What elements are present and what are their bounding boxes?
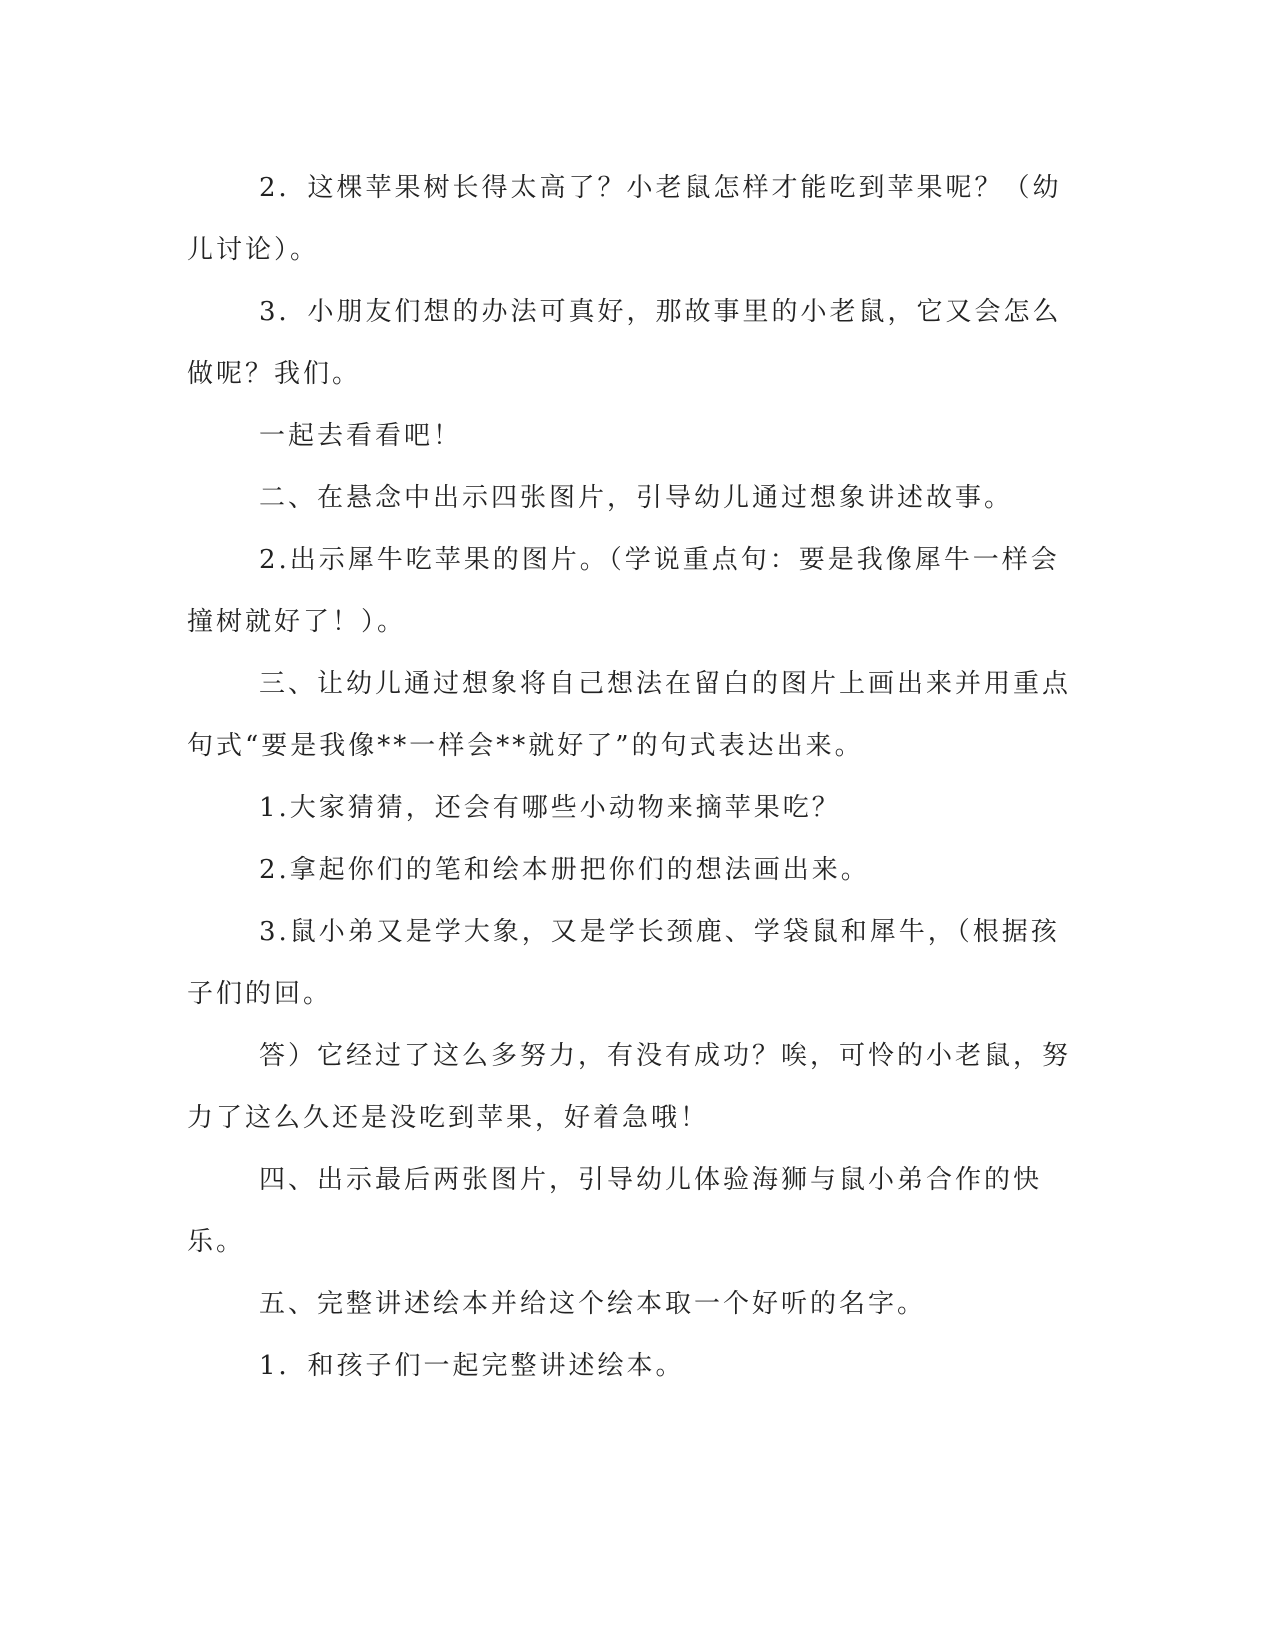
paragraph: 2.拿起你们的笔和绘本册把你们的想法画出来。 <box>259 855 870 885</box>
paragraph: 2.出示犀牛吃苹果的图片。（学说重点句：要是我像犀牛一样会撞树就好了！）。 <box>187 545 1060 637</box>
paragraph: 三、让幼儿通过想象将自己想法在留白的图片上画出来并用重点句式“要是我像**一样会**就好了”的句式表达出来。 <box>187 669 1072 761</box>
document-page <box>187 0 1087 1650</box>
paragraph: 3．小朋友们想的办法可真好，那故事里的小老鼠，它又会怎么做呢？我们。 <box>187 297 1062 389</box>
paragraph: 答）它经过了这么多努力，有没有成功？唉，可怜的小老鼠，努力了这么久还是没吃到苹果，好着急哦！ <box>187 1041 1072 1133</box>
paragraph: 一起去看看吧！ <box>259 421 463 451</box>
paragraph: 1．和孩子们一起完整讲述绘本。 <box>259 1351 685 1381</box>
paragraph: 五、完整讲述绘本并给这个绘本取一个好听的名字。 <box>259 1289 927 1319</box>
paragraph: 3.鼠小弟又是学大象，又是学长颈鹿、学袋鼠和犀牛，（根据孩子们的回。 <box>187 917 1060 1009</box>
paragraph: 四、出示最后两张图片，引导幼儿体验海狮与鼠小弟合作的快乐。 <box>187 1165 1043 1257</box>
paragraph: 1.大家猜猜，还会有哪些小动物来摘苹果吃？ <box>259 793 841 823</box>
paragraph: 二、在悬念中出示四张图片，引导幼儿通过想象讲述故事。 <box>259 483 1014 513</box>
paragraph: 2．这棵苹果树长得太高了？小老鼠怎样才能吃到苹果呢？（幼儿讨论）。 <box>187 173 1062 265</box>
